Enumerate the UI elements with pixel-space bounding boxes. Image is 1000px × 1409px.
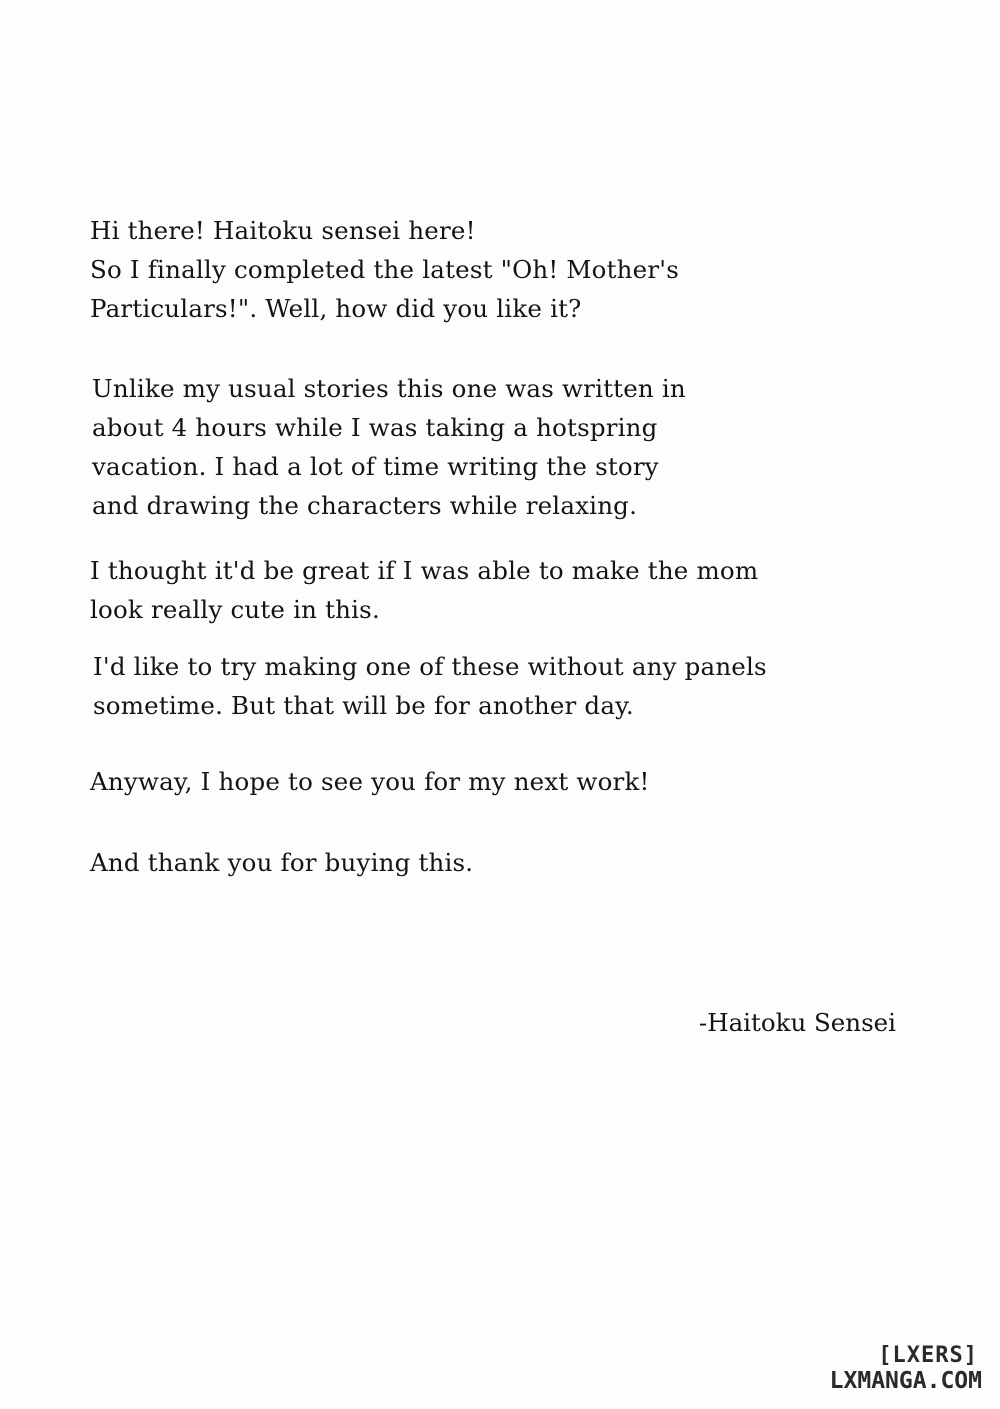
text-line: I thought it'd be great if I was able to make the mom: [90, 556, 759, 585]
text-line: sometime. But that will be for another day.: [93, 691, 634, 720]
text-line: look really cute in this.: [90, 595, 380, 624]
paragraph-story-origin: [92, 369, 686, 525]
text-line: Particulars!". Well, how did you like it?: [90, 294, 582, 323]
paragraph-mom-cute: [90, 551, 758, 629]
text-line: I'd like to try making one of these without any panels: [93, 652, 767, 681]
author-signature: -Haitoku Sensei: [698, 1008, 896, 1037]
text-line: vacation. I had a lot of time writing the story: [92, 452, 659, 481]
paragraph-thanks: [90, 843, 473, 882]
text-line: Hi there! Haitoku sensei here!: [90, 216, 476, 245]
paragraph-greeting: [90, 211, 679, 328]
paragraph-no-panels: [93, 647, 767, 725]
text-line: about 4 hours while I was taking a hotspring: [92, 413, 658, 442]
watermark-site: LXMANGA.COM: [829, 1368, 982, 1394]
watermark: [830, 1345, 982, 1393]
paragraph-next-work: [90, 762, 650, 801]
watermark-group: [LXERS]: [878, 1343, 978, 1368]
text-line: Anyway, I hope to see you for my next work!: [90, 767, 650, 796]
text-line: Unlike my usual stories this one was written in: [92, 374, 686, 403]
text-line: So I finally completed the latest "Oh! Mother's: [90, 255, 679, 284]
text-line: And thank you for buying this.: [90, 848, 474, 877]
text-line: and drawing the characters while relaxing.: [92, 491, 638, 520]
